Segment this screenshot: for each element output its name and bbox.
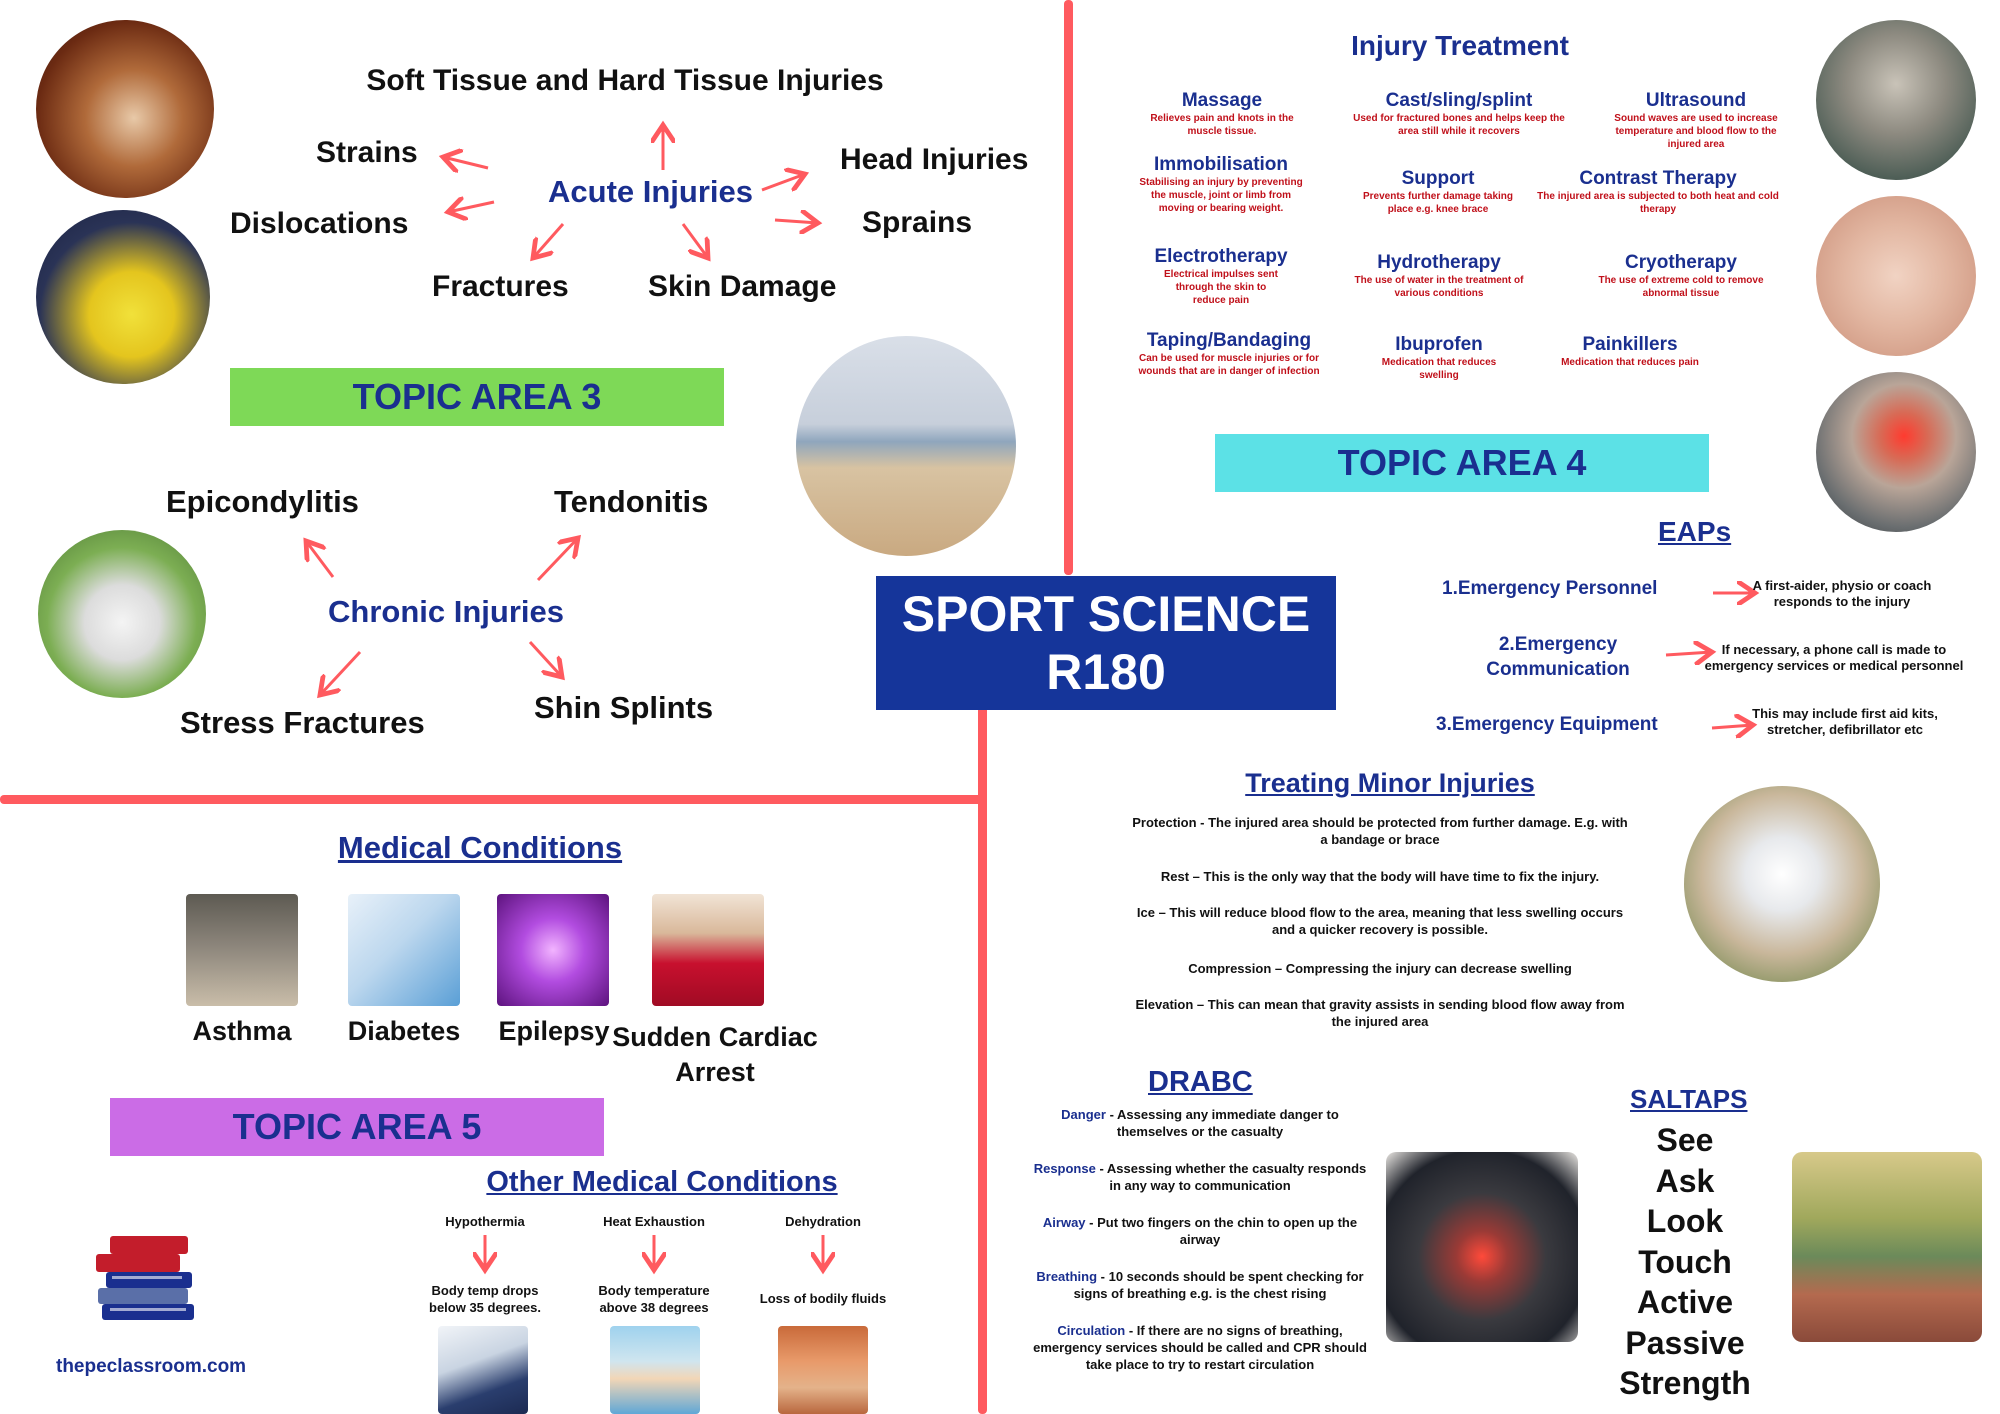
condition-sudden-cardiac-arrest: Sudden Cardiac Arrest	[612, 1022, 818, 1087]
minor-ice: Ice – This will reduce blood flow to the area, meaning that less swelling occurs and a quicker recovery is possible.	[1136, 905, 1624, 937]
treatment-hydrotherapy	[1346, 252, 1532, 300]
eap-label-1: 1.Emergency Personnel	[1442, 578, 1658, 599]
saltaps-touch: Touch	[1638, 1243, 1732, 1280]
eaps-title: EAPs	[1658, 516, 1732, 547]
eap-label-2: 2.Emergency Communication	[1486, 634, 1630, 680]
treatment-ibuprofen	[1374, 334, 1504, 382]
center-title-line1: SPORT SCIENCE	[901, 586, 1311, 642]
label-sprains: Sprains	[862, 206, 973, 239]
photo-cardiac-arrest	[652, 894, 764, 1006]
saltaps-see: See	[1656, 1122, 1714, 1158]
treatment-immobilisation	[1136, 154, 1306, 215]
other-heat-exhaustion: Heat Exhaustion	[603, 1214, 705, 1229]
treatment-desc: Sound waves are used to increase temperature and blood flow to the injured area	[1614, 113, 1778, 150]
treatment-ultrasound	[1606, 90, 1786, 151]
other-dehydration: Dehydration	[785, 1214, 861, 1229]
other-heat-desc: Body temperature above 38 degrees	[598, 1283, 710, 1315]
arrow-to-fractures	[533, 224, 563, 258]
photo-knee-hands	[1816, 196, 1976, 356]
topic-area-4-banner: TOPIC AREA 4	[1215, 434, 1709, 492]
photo-diabetes	[348, 894, 460, 1006]
injury-treatment-title: Injury Treatment	[1351, 30, 1569, 61]
eap-desc-2: If necessary, a phone call is made to emergency services or medical personnel	[1704, 642, 1964, 673]
other-medical-title: Other Medical Conditions	[486, 1166, 838, 1198]
label-fractures: Fractures	[432, 270, 569, 303]
treatment-name: Painkillers	[1582, 334, 1678, 355]
treatment-desc: Medication that reduces swelling	[1381, 357, 1497, 381]
condition-epilepsy: Epilepsy	[498, 1016, 610, 1046]
saltaps-list	[1600, 1120, 1770, 1404]
arrow-to-skin	[683, 224, 708, 258]
divider-bottom-vertical	[978, 705, 987, 1414]
saltaps-active: Active	[1636, 1284, 1734, 1320]
saltaps-strength: Strength	[1619, 1365, 1751, 1401]
treatment-name: Cryotherapy	[1625, 252, 1737, 273]
treatment-desc: Used for fractured bones and helps keep the area still while it recovers	[1353, 113, 1565, 137]
drabc-text: - 10 seconds should be spent checking for signs of breathing e.g. is the chest rising	[1073, 1269, 1364, 1301]
treatment-desc: Relieves pain and knots in the muscle tissue.	[1150, 113, 1294, 137]
photo-runner-beach	[796, 336, 1016, 556]
other-hypothermia-desc: Body temp drops below 35 degrees.	[429, 1283, 541, 1315]
soft-hard-title: Soft Tissue and Hard Tissue Injuries	[366, 64, 884, 97]
drabc-text: - If there are no signs of breathing, emergency services should be called and CPR should take place to try to restart circulation	[1033, 1323, 1367, 1372]
treatment-name: Ultrasound	[1645, 90, 1747, 111]
photo-heat-exhaustion	[610, 1326, 700, 1414]
treatment-desc: The use of extreme cold to remove abnormal tissue	[1598, 275, 1764, 299]
photo-injured-player	[36, 20, 214, 198]
condition-asthma: Asthma	[192, 1016, 292, 1046]
treatment-name: Taping/Bandaging	[1146, 330, 1312, 351]
treatment-name: Hydrotherapy	[1377, 252, 1501, 273]
photo-footballer	[36, 210, 210, 384]
books-logo-icon	[90, 1232, 206, 1330]
label-tendonitis: Tendonitis	[554, 484, 709, 519]
drabc-response	[1032, 1160, 1368, 1194]
divider-top-vertical	[1064, 0, 1073, 575]
site-name: thepeclassroom.com	[56, 1356, 247, 1377]
drabc-key: Airway	[1042, 1215, 1086, 1230]
divider-left-horizontal	[0, 795, 984, 804]
treatment-desc: Electrical impulses sent through the skin to reduce pain	[1164, 269, 1278, 306]
treatment-contrast	[1536, 168, 1780, 216]
photo-injured-runner	[1792, 1152, 1982, 1342]
treatment-support	[1358, 168, 1518, 216]
treatment-desc: The use of water in the treatment of various conditions	[1354, 275, 1524, 299]
treatment-electrotherapy	[1136, 246, 1306, 307]
treatment-name: Immobilisation	[1153, 154, 1289, 175]
arrow-to-dislocations	[448, 202, 494, 212]
acute-injuries: Acute Injuries	[548, 174, 753, 209]
drabc-key: Circulation	[1057, 1323, 1126, 1338]
condition-diabetes: Diabetes	[347, 1016, 461, 1046]
treatment-name: Ibuprofen	[1395, 334, 1483, 355]
drabc-text: - Put two fingers on the chin to open up the airway	[1085, 1215, 1358, 1247]
treatment-taping	[1136, 330, 1322, 378]
saltaps-look: Look	[1646, 1203, 1724, 1239]
treatment-name: Electrotherapy	[1154, 246, 1288, 267]
topic-area-3-banner: TOPIC AREA 3	[230, 368, 724, 426]
photo-asthma	[186, 894, 298, 1006]
drabc-danger	[1032, 1106, 1368, 1140]
treatment-desc: The injured area is subjected to both heat and cold therapy	[1537, 191, 1779, 215]
books-stack-icon	[90, 1232, 206, 1330]
photo-ankle-pain	[1816, 372, 1976, 532]
arrow-to-stress	[320, 652, 360, 695]
drabc-key: Breathing	[1036, 1269, 1098, 1284]
label-head-injuries: Head Injuries	[840, 143, 1029, 176]
drabc-list	[1032, 1106, 1368, 1373]
other-dehydration-desc: Loss of bodily fluids	[759, 1291, 887, 1306]
arrow-to-sprains	[775, 220, 818, 223]
minor-elevation: Elevation – This can mean that gravity assists in sending blood flow away from the injured area	[1135, 997, 1625, 1029]
treatment-name: Support	[1401, 168, 1475, 189]
drabc-breathing	[1032, 1268, 1368, 1302]
label-strains: Strains	[316, 136, 418, 169]
center-title-box	[876, 576, 1336, 710]
topic-area-5-banner: TOPIC AREA 5	[110, 1098, 604, 1156]
medical-conditions-title: Medical Conditions	[337, 830, 623, 865]
photo-hypothermia	[438, 1326, 528, 1414]
photo-dehydration	[778, 1326, 868, 1414]
treatment-name: Contrast Therapy	[1579, 168, 1737, 189]
other-hypothermia: Hypothermia	[445, 1214, 525, 1229]
label-epicondylitis: Epicondylitis	[166, 484, 359, 519]
drabc-key: Danger	[1061, 1107, 1106, 1122]
eap-desc-1: A first-aider, physio or coach responds to the injury	[1752, 578, 1932, 609]
treatment-desc: Prevents further damage taking place e.g. knee brace	[1362, 191, 1514, 215]
label-dislocations: Dislocations	[230, 207, 409, 240]
treatment-cryotherapy	[1586, 252, 1776, 300]
treatment-desc: Can be used for muscle injuries or for wounds that are in danger of infection	[1138, 353, 1320, 377]
saltaps-ask: Ask	[1655, 1162, 1715, 1199]
saltaps-title: SALTAPS	[1630, 1084, 1748, 1114]
saltaps-passive: Passive	[1625, 1324, 1745, 1361]
label-skin-damage: Skin Damage	[648, 270, 837, 303]
treatment-painkillers	[1550, 334, 1710, 369]
drabc-text: - Assessing whether the casualty responds in any way to communication	[1095, 1161, 1367, 1193]
minor-rest: Rest – This is the only way that the body will have time to fix the injury.	[1160, 869, 1600, 884]
drabc-key: Response	[1033, 1161, 1096, 1176]
chronic-injuries: Chronic Injuries	[328, 594, 564, 629]
treating-minor-title: Treating Minor Injuries	[1245, 768, 1535, 798]
label-stress-fractures: Stress Fractures	[180, 705, 425, 740]
treatment-massage	[1136, 90, 1308, 138]
photo-shoulder-treatment	[1386, 1152, 1578, 1342]
photo-ice-on-foot	[1684, 786, 1880, 982]
arrow-to-strains	[443, 157, 488, 168]
label-shin-splints: Shin Splints	[534, 690, 714, 725]
arrow-to-head	[762, 174, 805, 190]
eap-label-3: 3.Emergency Equipment	[1436, 714, 1658, 735]
minor-protection: Protection - The injured area should be protected from further damage. E.g. with a bandage or brace	[1132, 815, 1628, 847]
treatment-grid	[1136, 90, 1796, 390]
photo-tennis-player	[38, 530, 206, 698]
drabc-text: - Assessing any immediate danger to themselves or the casualty	[1105, 1107, 1339, 1139]
drabc-airway	[1032, 1214, 1368, 1248]
treatment-name: Cast/sling/splint	[1385, 90, 1533, 111]
treatment-name: Massage	[1181, 90, 1263, 111]
treatment-desc: Medication that reduces pain	[1561, 357, 1699, 368]
drabc-title: DRABC	[1148, 1066, 1253, 1098]
treatment-desc: Stabilising an injury by preventing the muscle, joint or limb from moving or bearing weight.	[1139, 177, 1303, 214]
drabc-circulation	[1032, 1322, 1368, 1373]
arrow-to-shin	[530, 642, 562, 677]
arrow-to-tendon	[538, 538, 578, 580]
photo-leg-walker	[1816, 20, 1976, 180]
center-title-line2: R180	[1046, 644, 1166, 700]
eap-desc-3: This may include first aid kits, stretcher, defibrillator etc	[1752, 706, 1938, 737]
photo-epilepsy	[497, 894, 609, 1006]
treatment-cast	[1344, 90, 1574, 138]
minor-compression: Compression – Compressing the injury can decrease swelling	[1188, 961, 1572, 976]
arrow-to-epic	[306, 541, 333, 577]
